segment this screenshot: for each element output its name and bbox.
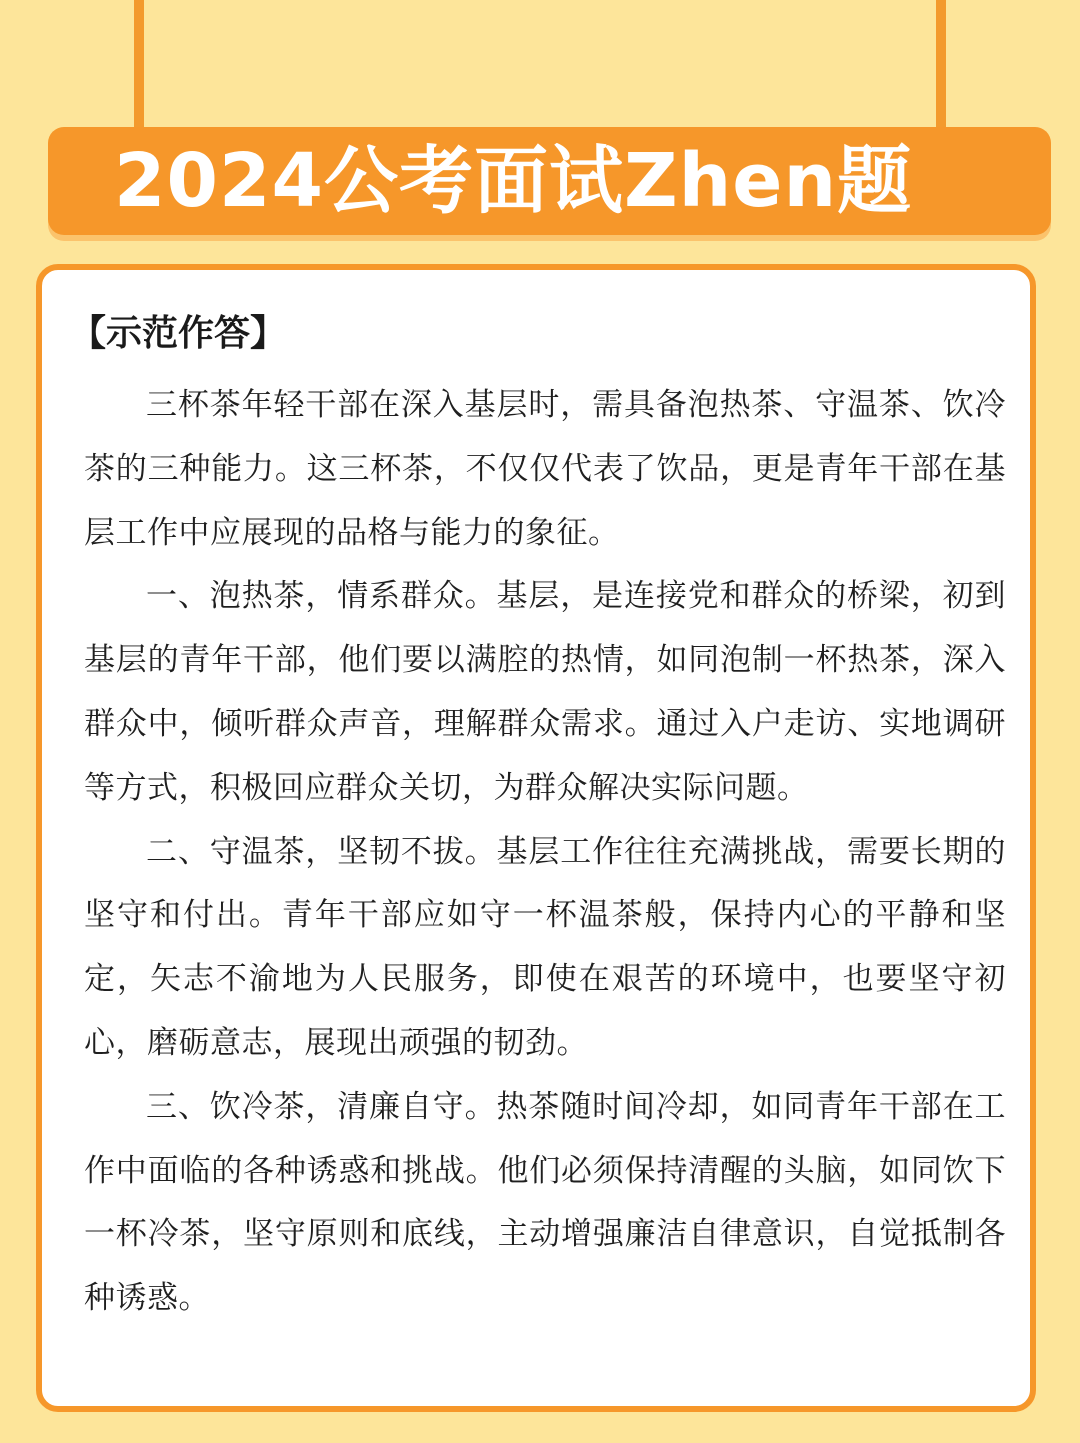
- hanging-strap-right: [936, 0, 946, 140]
- answer-card: [36, 264, 1036, 1412]
- point-one-paragraph: 一、泡热茶，情系群众。基层，是连接党和群众的桥梁，初到基层的青年干部，他们要以满腔的热情，如同泡制一杯热茶，深入群众中，倾听群众声音，理解群众需求。通过入户走访、实地调研等方式，积极回应群众关切，为群众解决实际问题。: [84, 578, 1006, 806]
- point-three-paragraph: 三、饮冷茶，清廉自守。热茶随时间冷却，如同青年干部在工作中面临的各种诱惑和挑战。他们必须保持清醒的头脑，如同饮下一杯冷茶，坚守原则和底线，主动增强廉洁自律意识，自觉抵制各种诱惑。: [84, 1088, 1006, 1317]
- section-heading: 【示范作答】: [70, 313, 287, 354]
- hanging-strap-left: [134, 0, 144, 140]
- title-banner: [48, 127, 1051, 235]
- answer-body: [84, 374, 1006, 1331]
- intro-paragraph: 三杯茶年轻干部在深入基层时，需具备泡热茶、守温茶、饮冷茶的三种能力。这三杯茶，不仅仅代表了饮品，更是青年干部在基层工作中应展现的品格与能力的象征。: [84, 387, 1006, 551]
- point-two-paragraph: 二、守温茶，坚韧不拔。基层工作往往充满挑战，需要长期的坚守和付出。青年干部应如守一杯温茶般，保持内心的平静和坚定，矢志不渝地为人民服务，即使在艰苦的环境中，也要坚守初心，磨砺意志，展现出顽强的韧劲。: [84, 833, 1006, 1061]
- page-title: 2024公考面试Zhen题: [114, 138, 913, 224]
